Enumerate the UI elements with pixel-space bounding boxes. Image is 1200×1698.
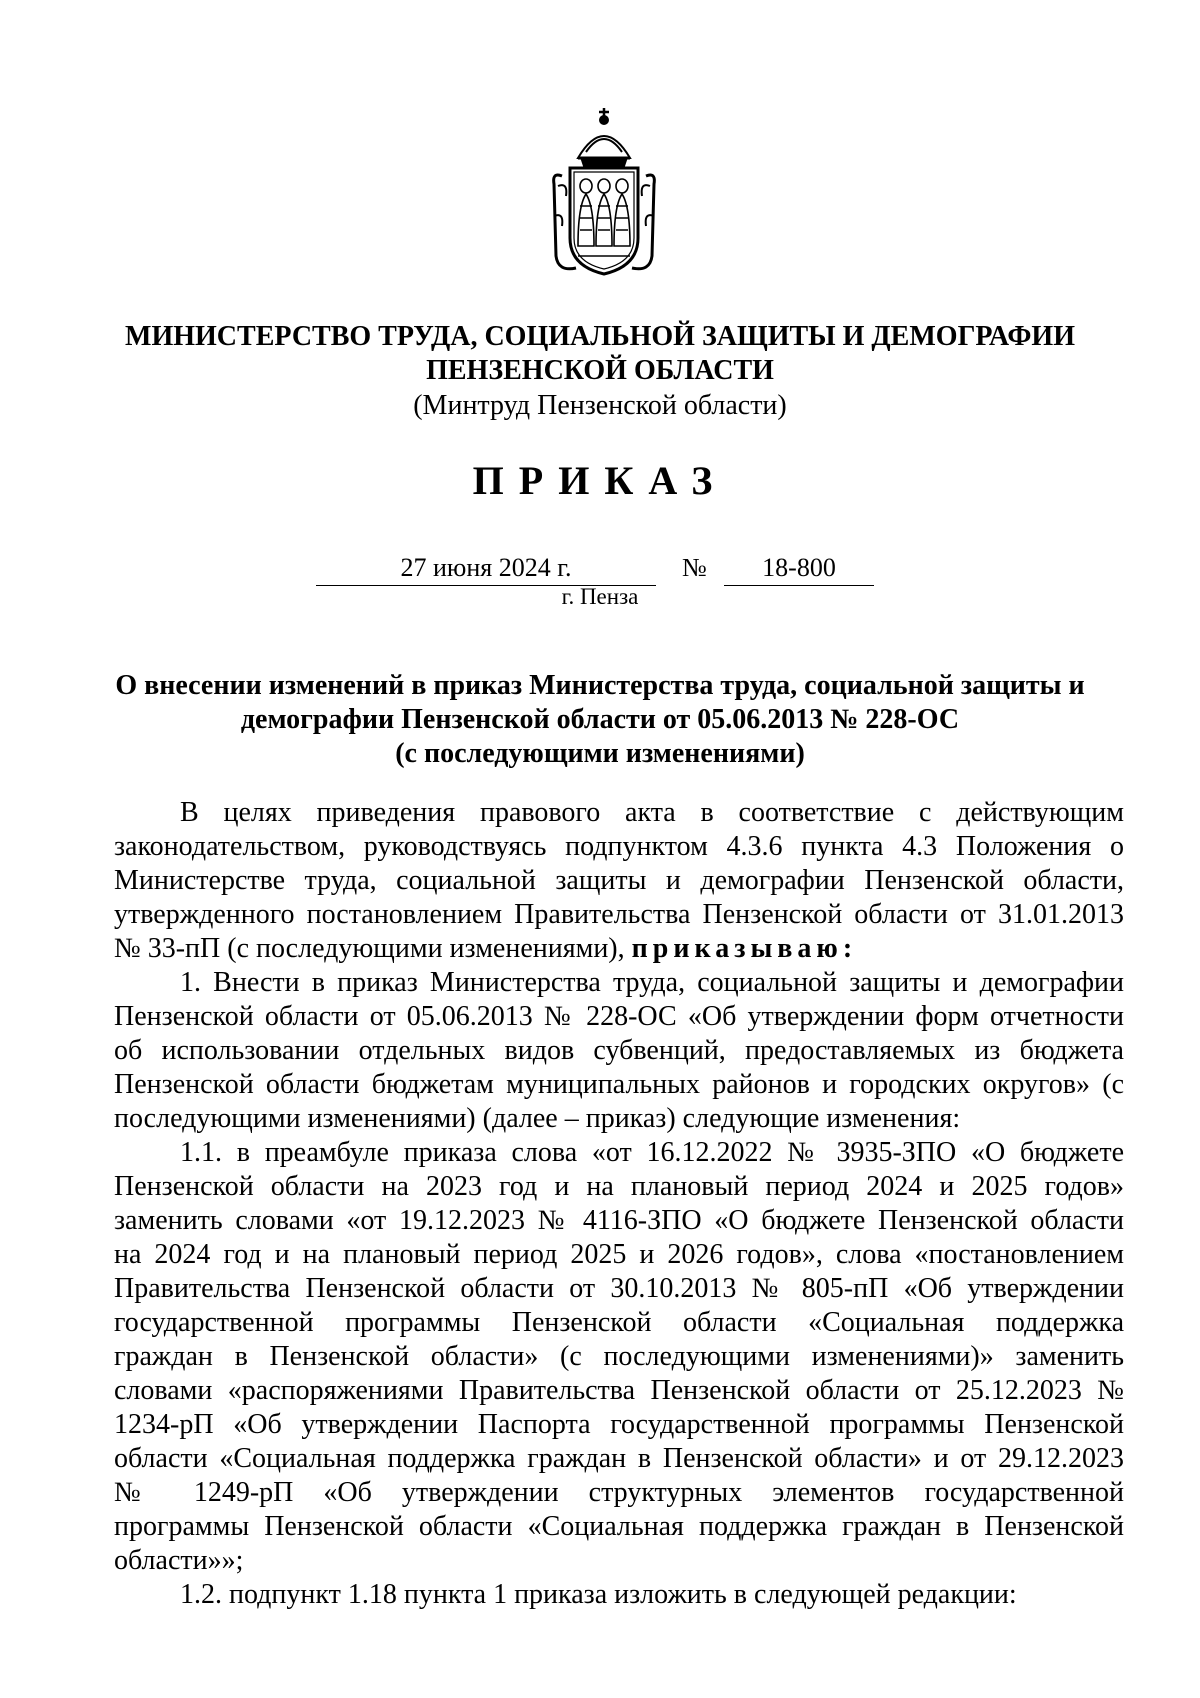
body-line: на 2024 год и на плановый период 2025 и 2026 годов», слова «постановлением (114, 1239, 1124, 1270)
body-line (114, 932, 1124, 965)
body-line: государственной программы Пензенской области «Социальная поддержка (114, 1307, 1124, 1338)
body-line: Пензенской области от 05.06.2013 № 228-ОС «Об утверждении форм отчетности (114, 1001, 1124, 1032)
subject-line1: О внесении изменений в приказ Министерства труда, социальной защиты и (115, 670, 1085, 701)
penza-region-coat-of-arms-icon (548, 106, 660, 278)
body-line: программы Пензенской области «Социальная поддержка граждан в Пензенской (114, 1511, 1124, 1542)
body-line: граждан в Пензенской области» (с последующими изменениями)» заменить (114, 1341, 1124, 1372)
body-line: Пензенской области бюджетам муниципальных районов и городских округов» (с (114, 1069, 1124, 1100)
ministry-abbreviation: (Минтруд Пензенской области) (413, 390, 787, 421)
subject-line3: (с последующими изменениями) (395, 738, 805, 769)
body-line: 1.2. подпункт 1.18 пункта 1 приказа изложить в следующей редакции: (180, 1579, 1017, 1610)
number-sign: № (682, 553, 707, 582)
body-line: В целях приведения правового акта в соответствие с действующим (180, 797, 1124, 828)
body-line: 1234-рП «Об утверждении Паспорта государственной программы Пензенской (114, 1409, 1124, 1440)
body-line: заменить словами «от 19.12.2023 № 4116-ЗПО «О бюджете Пензенской области (114, 1205, 1124, 1236)
ministry-name-line2: ПЕНЗЕНСКОЙ ОБЛАСТИ (426, 355, 774, 386)
body-line: области «Социальная поддержка граждан в Пензенской области» и от 29.12.2023 (114, 1443, 1124, 1474)
body-line: законодательством, руководствуясь подпунктом 4.3.6 пункта 4.3 Положения о (114, 831, 1124, 862)
body-line: утвержденного постановлением Правительства Пензенской области от 31.01.2013 (114, 899, 1124, 930)
body-line: Правительства Пензенской области от 30.10.2013 № 805-пП «Об утверждении (114, 1273, 1124, 1304)
body-line: 1. Внести в приказ Министерства труда, социальной защиты и демографии (180, 967, 1124, 998)
body-line: области»»; (114, 1545, 244, 1576)
body-line: № 1249-рП «Об утверждении структурных элементов государственной (114, 1477, 1124, 1508)
body-line: Пензенской области на 2023 год и на плановый период 2024 и 2025 годов» (114, 1171, 1124, 1202)
subject-line2: демографии Пензенской области от 05.06.2013 № 228-ОС (240, 704, 960, 735)
order-date: 27 июня 2024 г. (316, 553, 656, 586)
order-city: г. Пенза (561, 584, 639, 609)
order-number: 18-800 (724, 553, 874, 586)
body-line: об использовании отдельных видов субвенций, предоставляемых из бюджета (114, 1035, 1124, 1066)
body-line: словами «распоряжениями Правительства Пензенской области от 25.12.2023 № (114, 1375, 1124, 1406)
order-directive: приказываю: (631, 933, 858, 964)
body-line: последующими изменениями) (далее – приказ) следующие изменения: (114, 1103, 961, 1134)
body-line: 1.1. в преамбуле приказа слова «от 16.12.2022 № 3935-ЗПО «О бюджете (180, 1137, 1124, 1168)
ministry-name-line1: МИНИСТЕРСТВО ТРУДА, СОЦИАЛЬНОЙ ЗАЩИТЫ И ДЕМОГРАФИИ (125, 321, 1075, 352)
document-type-title: ПРИКАЗ (472, 458, 728, 503)
body-line-text: № 33-пП (с последующими изменениями), (114, 933, 632, 964)
body-line: Министерстве труда, социальной защиты и демографии Пензенской области, (114, 865, 1124, 896)
